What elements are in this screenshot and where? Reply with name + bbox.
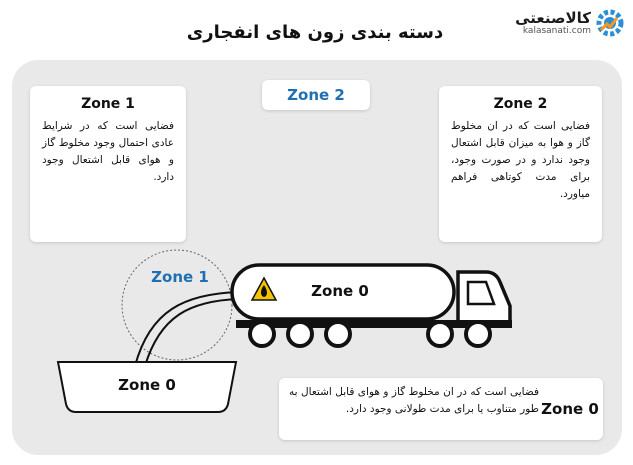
hose-inner — [145, 299, 238, 366]
tank-zone0-label: Zone 0 — [311, 282, 369, 300]
container-zone0-label: Zone 0 — [118, 376, 176, 394]
logo-domain: kalasanati.com — [522, 26, 591, 36]
zone0-card-title: Zone 0 — [541, 400, 599, 418]
zone1-card-text: فضایی است که در شرایط عادی احتمال وجود مخلوط گاز و هوای قابل اشتعال وجود دارد. — [42, 120, 174, 183]
zone0-card-text: فضایی است که در ان مخلوط گاز و هوای قابل اشتعال به طور متناوب یا برای مدت طولانی وجود دارد. — [289, 386, 539, 415]
zone1-card-title: Zone 1 — [81, 96, 135, 112]
logo-name: کالاصنعتی — [515, 9, 591, 27]
hose-outer — [135, 292, 238, 366]
zone2-badge: Zone 2 — [262, 80, 370, 110]
wheel — [466, 322, 490, 346]
wheel — [250, 322, 274, 346]
wheel — [428, 322, 452, 346]
zone2-card-text: فضایی است که در ان مخلوط گاز و هوا به میزان قابل اشتعال وجود ندارد و در صورت وجود، برای مدت کوتاهی فراهم میاورد. — [451, 120, 590, 200]
page-title: دسته بندی زون های انفجاری — [186, 22, 444, 43]
wheel — [326, 322, 350, 346]
zone2-card-title: Zone 2 — [493, 96, 548, 112]
wheel — [288, 322, 312, 346]
zone0-card — [279, 378, 603, 440]
zone1-label: Zone 1 — [151, 268, 209, 286]
